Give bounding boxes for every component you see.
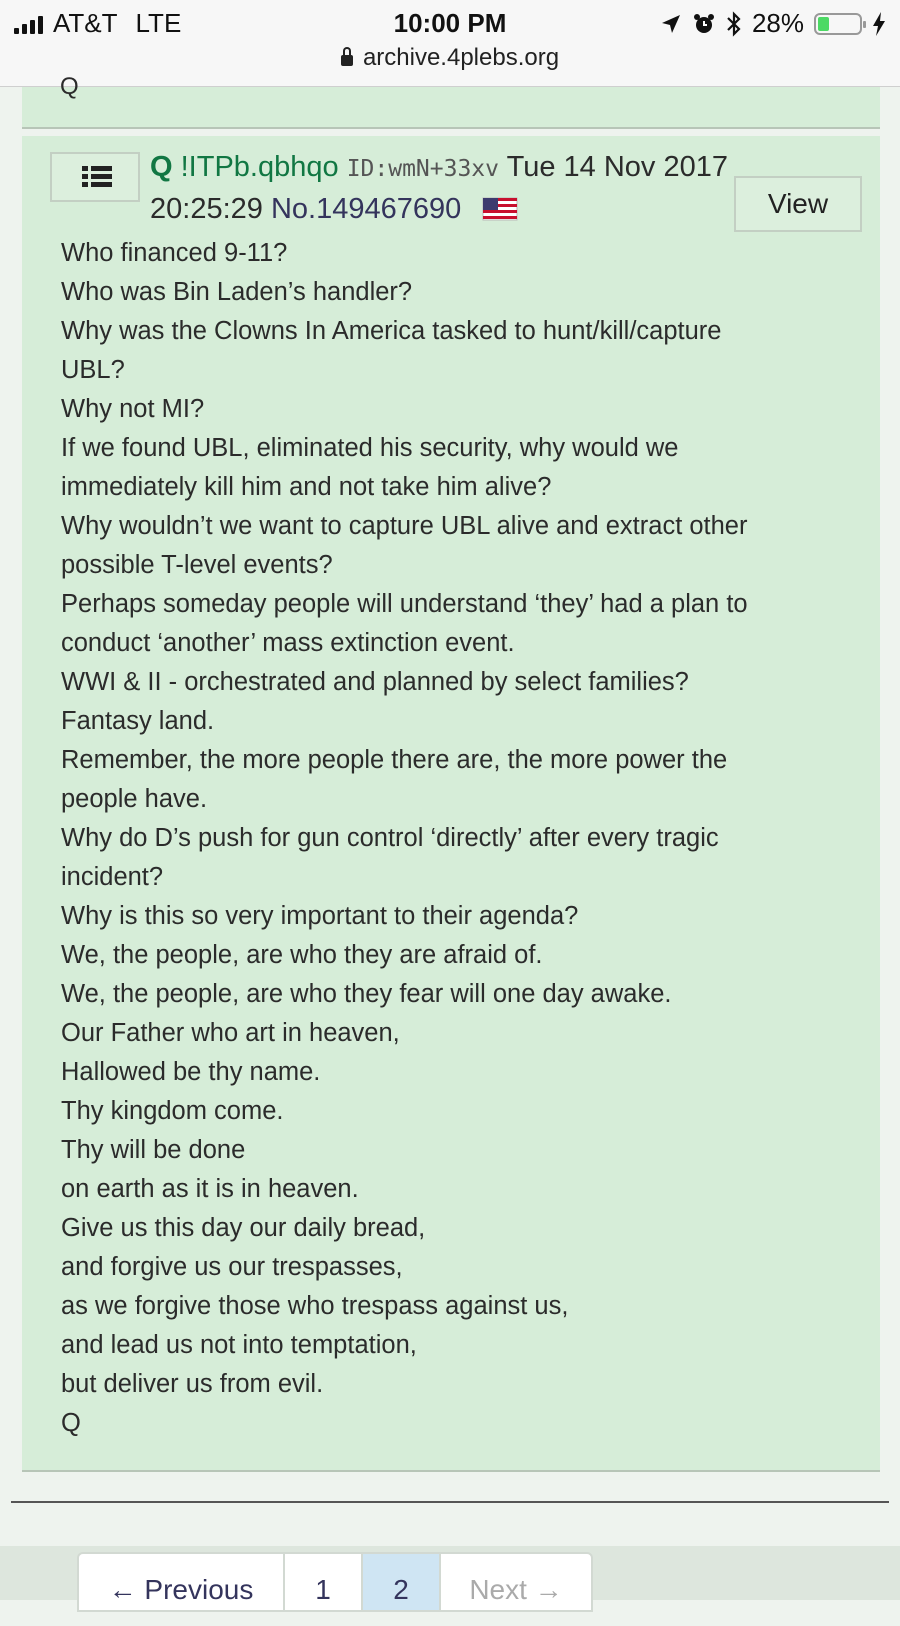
location-arrow-icon bbox=[660, 13, 682, 35]
next-page-button[interactable]: Next → bbox=[439, 1552, 593, 1612]
post-line: Our Father who art in heaven, bbox=[61, 1019, 400, 1047]
battery-icon bbox=[814, 13, 862, 35]
previous-post bbox=[22, 73, 880, 129]
previous-page-button[interactable]: ← Previous bbox=[77, 1552, 283, 1612]
post-time: 20:25:29 bbox=[150, 193, 263, 225]
address-bar[interactable] bbox=[0, 44, 900, 72]
post-header-line-2 bbox=[150, 188, 517, 230]
post-line: Remember, the more people there are, the more power the bbox=[61, 746, 728, 774]
post-line: people have. bbox=[61, 785, 208, 813]
post-line: Thy will be done bbox=[61, 1136, 246, 1164]
post-line: and forgive us our trespasses, bbox=[61, 1253, 403, 1281]
bluetooth-icon bbox=[726, 11, 742, 37]
post-line: Why was the Clowns In America tasked to hunt/kill/capture bbox=[61, 317, 722, 345]
post-line: Why not MI? bbox=[61, 395, 205, 423]
list-icon bbox=[82, 166, 112, 188]
post-number[interactable]: No.149467690 bbox=[270, 193, 462, 225]
view-button[interactable]: View bbox=[734, 176, 862, 232]
page-1-button[interactable]: 1 bbox=[283, 1552, 361, 1612]
post-line: Why is this so very important to their agenda? bbox=[61, 902, 579, 930]
post-line: Hallowed be thy name. bbox=[61, 1058, 321, 1086]
status-right bbox=[660, 8, 886, 39]
post-line: on earth as it is in heaven. bbox=[61, 1175, 359, 1203]
status-bar bbox=[0, 0, 900, 87]
post-line: Perhaps someday people will understand ‘they’ had a plan to bbox=[61, 590, 748, 618]
battery-percent: 28% bbox=[751, 8, 804, 38]
lock-icon bbox=[341, 55, 353, 66]
carrier-label: AT&T bbox=[53, 8, 118, 38]
poster-id[interactable]: ID:wmN+33xv bbox=[346, 156, 500, 182]
post-line: Who financed 9-11? bbox=[61, 239, 288, 267]
post-line: Why wouldn’t we want to capture UBL alive and extract other bbox=[61, 512, 748, 540]
post-line: incident? bbox=[61, 863, 164, 891]
post-header bbox=[150, 146, 728, 190]
post-line: Who was Bin Laden’s handler? bbox=[61, 278, 413, 306]
post-line: Thy kingdom come. bbox=[61, 1097, 284, 1125]
us-flag-icon bbox=[483, 198, 517, 220]
post-line: We, the people, are who they fear will one day awake. bbox=[61, 980, 672, 1008]
clock: 10:00 PM bbox=[393, 8, 507, 38]
post-line: conduct ‘another’ mass extinction event. bbox=[61, 629, 515, 657]
post bbox=[22, 136, 880, 1472]
post-line: Why do D’s push for gun control ‘directly’ after every tragic bbox=[61, 824, 719, 852]
divider bbox=[11, 1501, 889, 1503]
network-label: LTE bbox=[135, 8, 182, 38]
post-line: as we forgive those who trespass against us, bbox=[61, 1292, 569, 1320]
post-line: UBL? bbox=[61, 356, 125, 384]
post-line: and lead us not into temptation, bbox=[61, 1331, 417, 1359]
previous-post-tail: Q bbox=[60, 73, 79, 100]
post-line: Fantasy land. bbox=[61, 707, 215, 735]
post-line: We, the people, are who they are afraid of. bbox=[61, 941, 543, 969]
post-line: Q bbox=[61, 1409, 81, 1437]
post-line: but deliver us from evil. bbox=[61, 1370, 324, 1398]
post-line: WWI & II - orchestrated and planned by select families? bbox=[61, 668, 689, 696]
post-body bbox=[61, 234, 861, 1443]
poster-name: Q bbox=[150, 151, 173, 183]
charging-bolt-icon bbox=[872, 12, 886, 36]
tripcode: !ITPb.qbhqo bbox=[180, 151, 339, 183]
url-text: archive.4plebs.org bbox=[362, 44, 560, 71]
post-menu-button[interactable] bbox=[50, 152, 140, 202]
pagination bbox=[77, 1552, 593, 1612]
post-date: Tue 14 Nov 2017 bbox=[506, 151, 728, 183]
post-line: Give us this day our daily bread, bbox=[61, 1214, 426, 1242]
post-line: possible T-level events? bbox=[61, 551, 333, 579]
post-line: If we found UBL, eliminated his security, why would we bbox=[61, 434, 679, 462]
page-2-button[interactable]: 2 bbox=[361, 1552, 439, 1612]
alarm-icon bbox=[692, 12, 716, 36]
post-line: immediately kill him and not take him alive? bbox=[61, 473, 552, 501]
